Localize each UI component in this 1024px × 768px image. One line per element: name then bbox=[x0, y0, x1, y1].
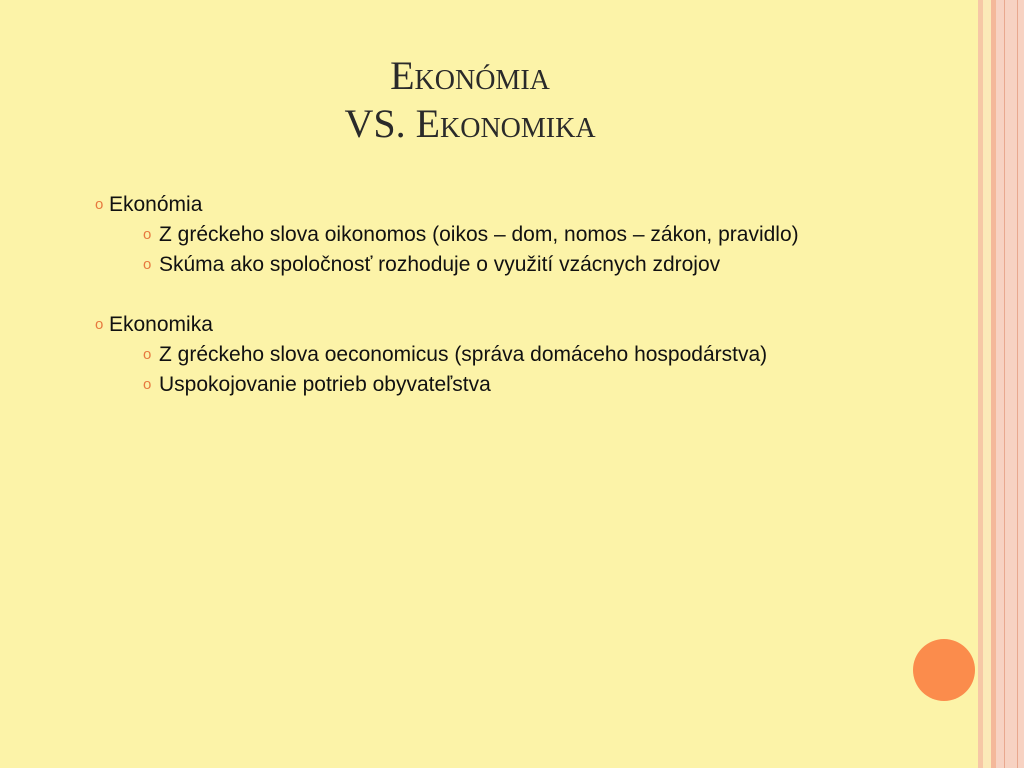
bullet-heading-ekonomia bbox=[95, 190, 785, 220]
sub-bullet-text: Z gréckeho slova oeconomicus (správa domáceho hospodárstva) bbox=[159, 343, 768, 366]
sub-bullet-text: Uspokojovanie potrieb obyvateľstva bbox=[159, 373, 491, 396]
bullet-icon: o bbox=[95, 196, 104, 213]
spacer bbox=[95, 280, 785, 310]
title-line-1: Ekonómia bbox=[390, 53, 550, 98]
sub-bullet bbox=[143, 250, 799, 280]
edge-stripe bbox=[996, 0, 1024, 768]
bullet-text: Ekonomika bbox=[109, 313, 213, 336]
bullet-icon: o bbox=[143, 226, 152, 243]
slide-content bbox=[95, 190, 799, 400]
slide-title bbox=[160, 52, 780, 148]
sub-bullet bbox=[143, 220, 799, 250]
bullet-icon: o bbox=[143, 256, 152, 273]
sub-bullet-text: Skúma ako spoločnosť rozhoduje o využití vzácnych zdrojov bbox=[159, 253, 721, 276]
bullet-icon: o bbox=[143, 376, 152, 393]
decorative-circle bbox=[913, 639, 975, 701]
edge-line bbox=[1017, 0, 1018, 768]
bullet-text: Ekonómia bbox=[109, 193, 203, 216]
edge-stripe bbox=[983, 0, 991, 768]
sub-bullet-text: Z gréckeho slova oikonomos (oikos – dom, nomos – zákon, pravidlo) bbox=[159, 223, 799, 246]
edge-line bbox=[1004, 0, 1005, 768]
sub-bullet bbox=[143, 340, 799, 370]
bullet-heading-ekonomika bbox=[95, 310, 785, 340]
sub-bullet bbox=[143, 370, 799, 400]
bullet-icon: o bbox=[95, 316, 104, 333]
bullet-icon: o bbox=[143, 346, 152, 363]
title-line-2: VS. Ekonomika bbox=[344, 101, 596, 146]
